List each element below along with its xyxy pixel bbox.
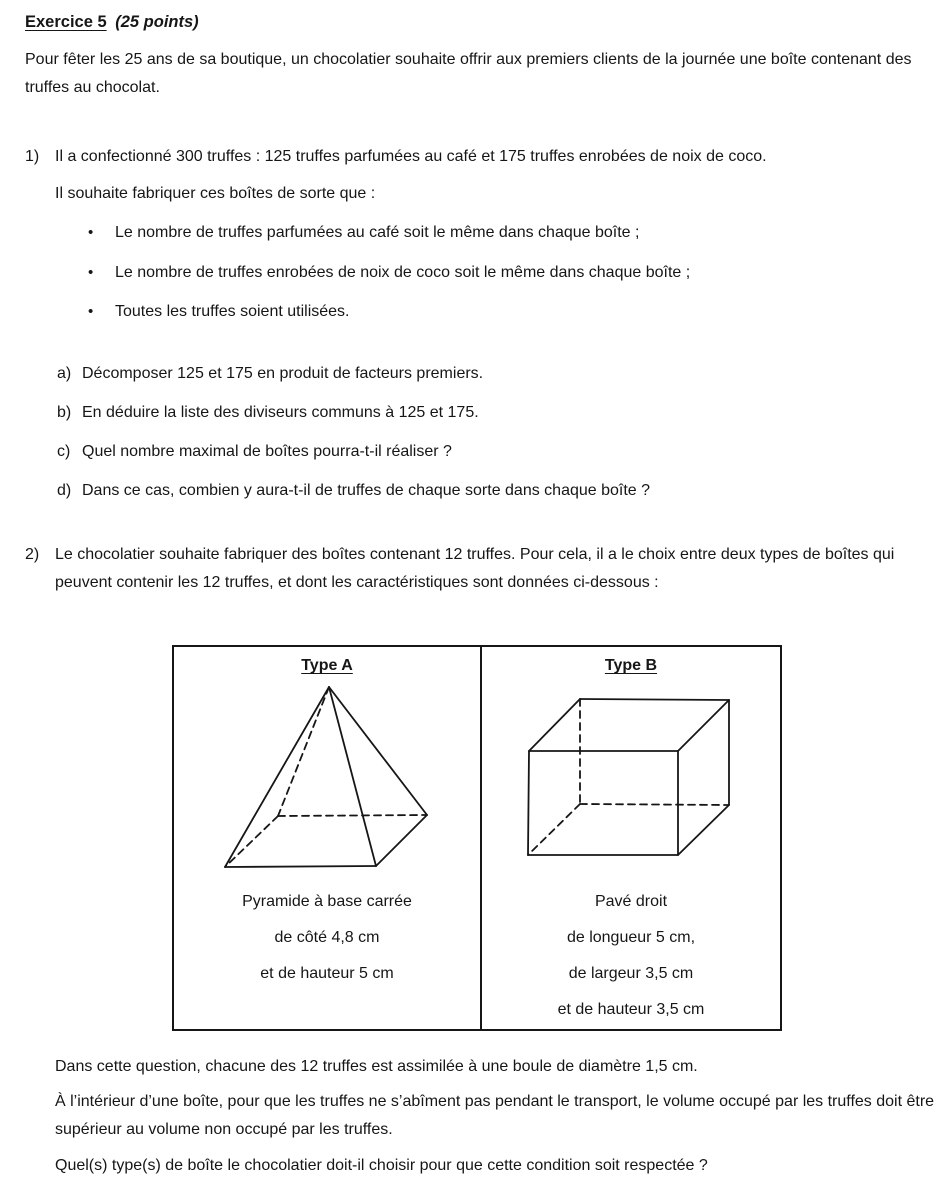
question-1	[25, 143, 940, 171]
bullet-icon: •	[88, 303, 94, 320]
question-1-text: Il a confectionné 300 truffes : 125 truffes parfumées au café et 175 truffes enrobées de noix de coco.	[55, 148, 767, 165]
type-a-caption-line: et de hauteur 5 cm	[260, 965, 394, 982]
question-1-number: 1)	[25, 148, 40, 165]
bullet-text: Le nombre de truffes enrobées de noix de coco soit le même dans chaque boîte ;	[115, 264, 691, 281]
bullet-item	[88, 298, 938, 326]
subquestion-d	[57, 477, 937, 505]
subquestion-a-label: a)	[57, 365, 72, 382]
subquestion-b-text: En déduire la liste des diviseurs communs à 125 et 175.	[82, 404, 479, 421]
subquestion-d-label: d)	[57, 482, 72, 499]
closing-paragraph-3: Quel(s) type(s) de boîte le chocolatier doit-il choisir pour que cette condition soit respectée ?	[55, 1157, 708, 1174]
exercise-title-label: Exercice 5	[25, 13, 107, 31]
subquestion-b	[57, 399, 937, 427]
subquestion-a	[57, 360, 937, 388]
type-b-caption-line: et de hauteur 3,5 cm	[557, 1001, 705, 1018]
closing-paragraph-1: Dans cette question, chacune des 12 truffes est assimilée à une boule de diamètre 1,5 cm.	[55, 1058, 698, 1075]
type-a-caption	[174, 884, 480, 992]
bullet-item	[88, 259, 938, 287]
subquestion-b-label: b)	[57, 404, 72, 421]
bullet-text: Le nombre de truffes parfumées au café soit le même dans chaque boîte ;	[115, 224, 640, 241]
type-a-caption-line: Pyramide à base carrée	[242, 893, 412, 910]
question-2-number: 2)	[25, 546, 40, 563]
question-2	[25, 541, 915, 597]
question-1-subtext: Il souhaite fabriquer ces boîtes de sorte que :	[55, 185, 376, 202]
type-b-caption	[482, 884, 780, 1028]
box-types-table	[172, 645, 782, 1031]
type-a-cell	[174, 647, 482, 1029]
subquestion-a-text: Décomposer 125 et 175 en produit de facteurs premiers.	[82, 365, 484, 382]
bullet-icon: •	[88, 264, 94, 281]
exercise-title	[25, 8, 199, 36]
closing-paragraph-2: À l’intérieur d’une boîte, pour que les truffes ne s’abîment pas pendant le transport, le volume occupé par les truffes doit être supérieur au volume non occupé par les truffes.	[55, 1093, 935, 1138]
type-b-title: Type B	[604, 657, 658, 674]
type-a-caption-line: de côté 4,8 cm	[274, 929, 380, 946]
bullet-icon: •	[88, 224, 94, 241]
type-b-caption-line: Pavé droit	[594, 893, 668, 910]
type-b-caption-line: de longueur 5 cm,	[566, 929, 696, 946]
subquestion-c-label: c)	[57, 443, 71, 460]
subquestion-d-text: Dans ce cas, combien y aura-t-il de truffes de chaque sorte dans chaque boîte ?	[82, 482, 651, 499]
subquestion-c	[57, 438, 937, 466]
type-b-cell	[482, 647, 780, 1029]
type-b-caption-line: de largeur 3,5 cm	[568, 965, 694, 982]
question-2-text: Le chocolatier souhaite fabriquer des boîtes contenant 12 truffes. Pour cela, il a le choix entre deux types de boîtes qui peuvent contenir les 12 truffes, et dont les caractéristiques sont données ci-dessous :	[55, 546, 895, 591]
bullet-text: Toutes les truffes soient utilisées.	[115, 303, 350, 320]
exercise-points: (25 points)	[115, 13, 199, 31]
subquestion-c-text: Quel nombre maximal de boîtes pourra-t-il réaliser ?	[82, 443, 452, 460]
bullet-item	[88, 219, 938, 247]
intro-paragraph: Pour fêter les 25 ans de sa boutique, un chocolatier souhaite offrir aux premiers clients de la journée une boîte contenant des truffes au chocolat.	[25, 51, 912, 96]
type-a-title: Type A	[301, 657, 353, 674]
